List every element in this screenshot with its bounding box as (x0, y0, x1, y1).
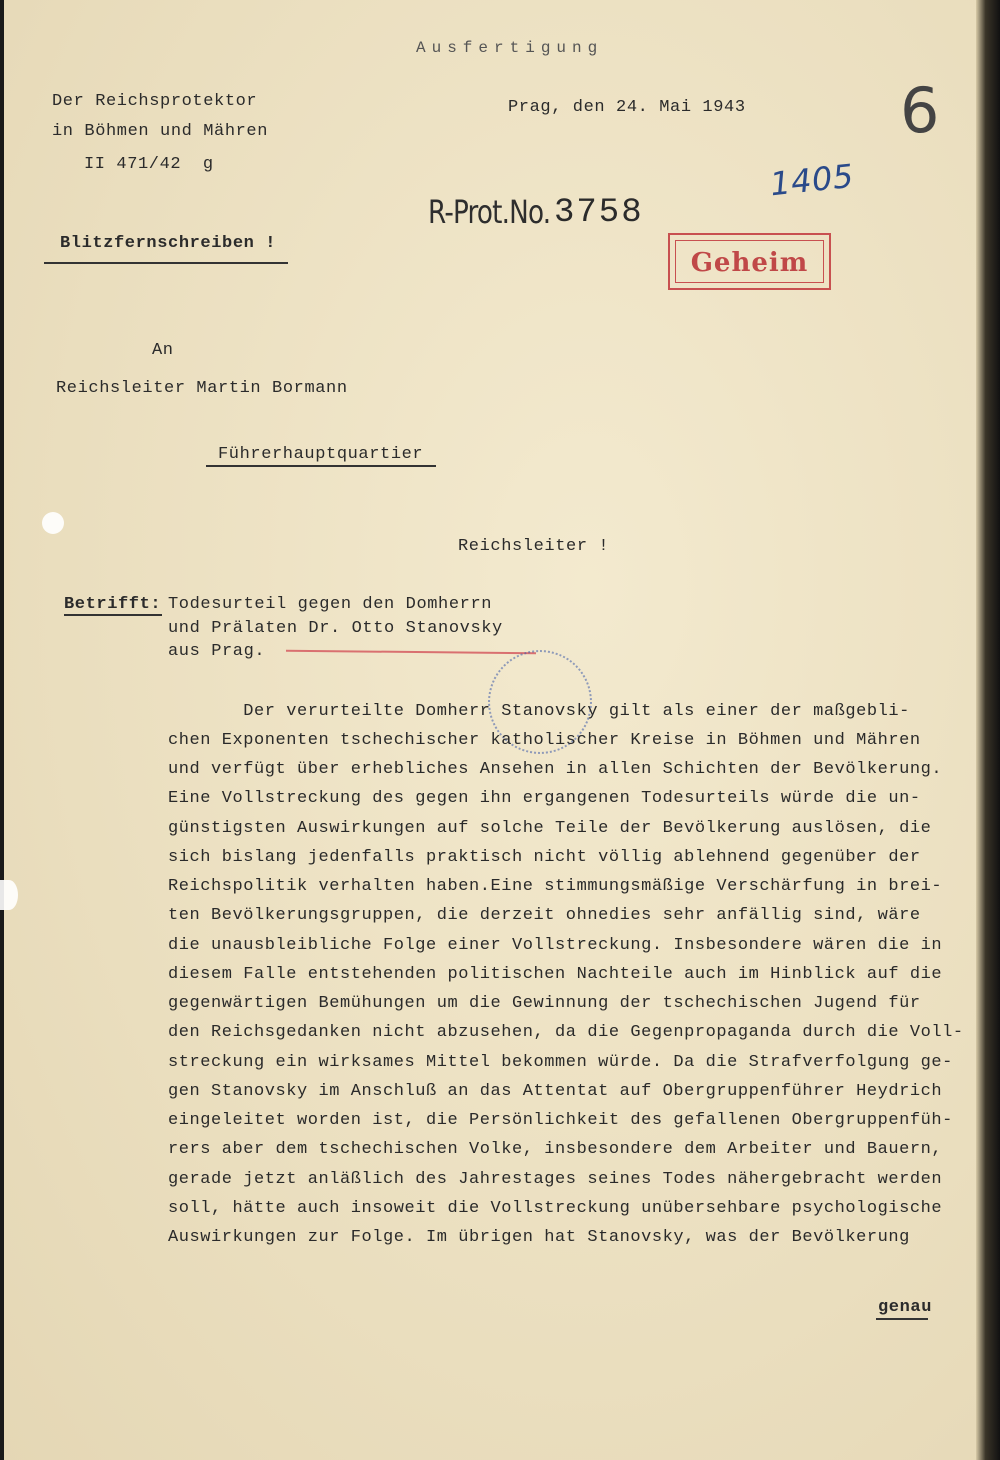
secret-stamp-text: Geheim (690, 248, 809, 278)
prot-number: 3758 (554, 194, 644, 232)
punch-hole (42, 512, 64, 534)
sender-line-2: in Böhmen und Mähren (52, 122, 269, 141)
body-line: diesem Falle entstehenden politischen Nachteile auch im Hinblick auf die (168, 965, 943, 984)
subject-line-3: aus Prag. (168, 642, 266, 661)
body-line: sich bislang jedenfalls praktisch nicht völlig ablehnend gegenüber der (168, 848, 921, 867)
body-line: Auswirkungen zur Folge. Im übrigen hat Stanovsky, was der Bevölkerung (168, 1228, 910, 1247)
body-line: gen Stanovsky im Anschluß an das Attentat auf Obergruppenführer Heydrich (168, 1082, 943, 1101)
subject-line-2: und Prälaten Dr. Otto Stanovsky (168, 619, 503, 638)
catchword: genau (878, 1298, 933, 1317)
telex-type: Blitzfernschreiben ! (60, 234, 277, 253)
subject-label-underline (64, 614, 162, 616)
salutation: Reichsleiter ! (458, 537, 610, 556)
body-line: streckung ein wirksames Mittel bekommen würde. Da die Strafverfolgung ge- (168, 1053, 953, 1072)
recipient-location: Führerhauptquartier (218, 445, 424, 464)
catchword-underline (876, 1318, 928, 1320)
body-line: Eine Vollstreckung des gegen ihn ergangenen Todesurteils würde die un- (168, 789, 921, 808)
recipient-name: Reichsleiter Martin Bormann (56, 379, 348, 398)
body-line: rers aber dem tschechischen Volke, insbesondere dem Arbeiter und Bauern, (168, 1140, 943, 1159)
body-line: ten Bevölkerungsgruppen, die derzeit ohnedies sehr anfällig sind, wäre (168, 906, 921, 925)
body-line: Reichspolitik verhalten haben.Eine stimmungsmäßige Verschärfung in brei- (168, 877, 943, 896)
subject-line-1: Todesurteil gegen den Domherrn (168, 595, 493, 614)
body-line: Der verurteilte Domherr Stanovsky gilt als einer der maßgebli- (168, 702, 910, 721)
place-date: Prag, den 24. Mai 1943 (508, 98, 746, 117)
location-underline (206, 465, 436, 467)
body-line: günstigsten Auswirkungen auf solche Teile der Bevölkerung auslösen, die (168, 819, 932, 838)
ausfertigung-heading: Ausfertigung (416, 39, 604, 57)
body-line: die unausbleibliche Folge einer Vollstreckung. Insbesondere wären die in (168, 936, 943, 955)
body-line: und verfügt über erhebliches Ansehen in allen Schichten der Bevölkerung. (168, 760, 943, 779)
scan-edge (976, 0, 1000, 1460)
body-line: chen Exponenten tschechischer katholischer Kreise in Böhmen und Mähren (168, 731, 921, 750)
body-line: gegenwärtigen Bemühungen um die Gewinnung der tschechischen Jugend für (168, 994, 921, 1013)
body-line: eingeleitet worden ist, die Persönlichkeit des gefallenen Obergruppenfüh- (168, 1111, 953, 1130)
red-pencil-underline (286, 650, 536, 655)
recipient-an: An (152, 341, 174, 360)
document-page (4, 0, 976, 1460)
subject-label: Betrifft: (64, 595, 162, 614)
sender-line-1: Der Reichsprotektor (52, 92, 258, 111)
punch-hole (0, 880, 18, 910)
blue-handwritten-number: 1405 (768, 156, 856, 204)
body-line: soll, hätte auch insoweit die Vollstreckung unübersehbare psychologische (168, 1199, 943, 1218)
reference-number: II 471/42 g (84, 155, 214, 174)
telex-underline (44, 262, 288, 264)
body-line: gerade jetzt anläßlich des Jahrestages seines Todes nähergebracht werden (168, 1170, 943, 1189)
page-mark: 6 (900, 74, 941, 147)
prot-label: R-Prot.No. (428, 193, 551, 231)
secret-stamp (668, 233, 831, 290)
body-line: den Reichsgedanken nicht abzusehen, da die Gegenpropaganda durch die Voll- (168, 1023, 964, 1042)
